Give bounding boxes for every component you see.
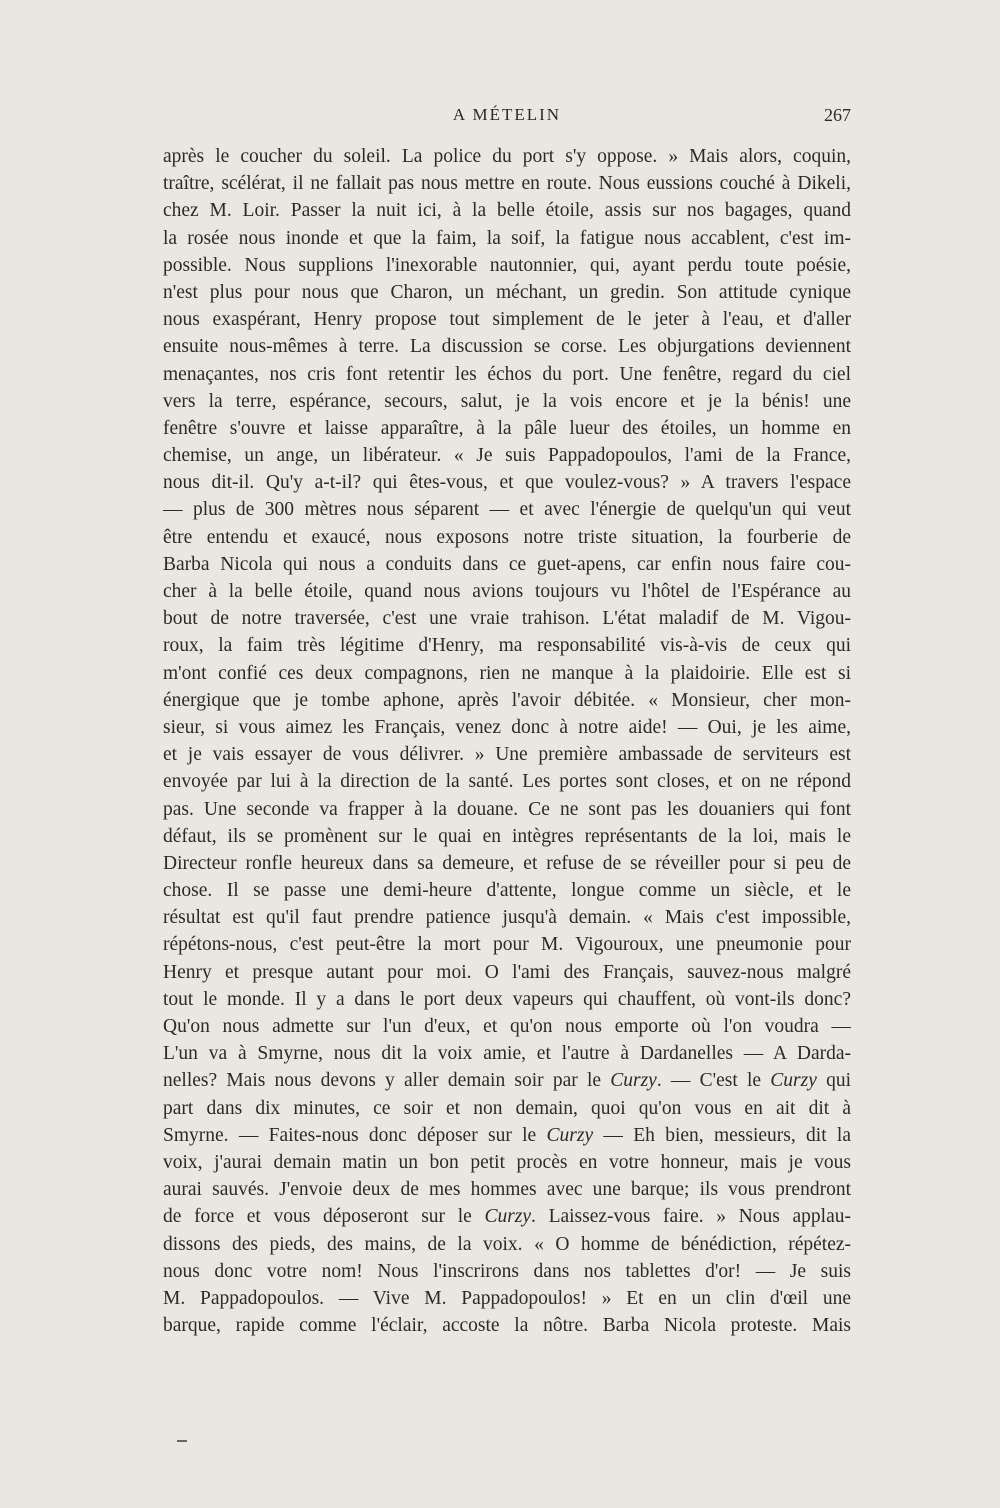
ship-name: Curzy [484, 1206, 532, 1228]
text-line: nous dit-il. Qu'y a-t-il? qui êtes-vous, et que voulez-vous? » A travers l'espace [163, 472, 851, 494]
text-line: aurai sauvés. J'envoie deux de mes hommes avec une barque; ils vous prendront [163, 1179, 851, 1201]
text-line: cher à la belle étoile, quand nous avions toujours vu l'hôtel de l'Espérance au [163, 581, 851, 602]
text-line: chez M. Loir. Passer la nuit ici, à la belle étoile, assis sur nos bagages, quand [163, 200, 851, 222]
text-line: m'ont confié ces deux compagnons, rien ne manque à la plaidoirie. Elle est si [163, 662, 851, 684]
text-line: Qu'on nous admette sur l'un d'eux, et qu'on nous emporte où l'on voudra — [163, 1016, 851, 1037]
text-line: chose. Il se passe une demi-heure d'attente, longue comme un siècle, et le [163, 880, 851, 902]
text-line: de force et vous déposeront sur le Curzy. Laissez-vous faire. » Nous applau- [163, 1206, 851, 1228]
text-line: pas. Une seconde va frapper à la douane. Ce ne sont pas les douaniers qui font [163, 798, 851, 820]
text-line: traître, scélérat, il ne fallait pas nous mettre en route. Nous eussions couché à Dikeli, [163, 173, 851, 195]
text-line: être entendu et exaucé, nous exposons notre triste situation, la fourberie de [163, 526, 851, 548]
page-header [163, 105, 851, 135]
text-line: chemise, un ange, un libérateur. « Je suis Pappadopoulos, l'ami de la France, [163, 445, 851, 467]
text-line: fenêtre s'ouvre et laisse apparaître, à la pâle lueur des étoiles, un homme en [163, 417, 851, 439]
text-line: L'un va à Smyrne, nous dit la voix amie, et l'autre à Dardanelles — A Darda- [163, 1043, 851, 1065]
text-line: énergique que je tombe aphone, après l'avoir débitée. « Monsieur, cher mon- [163, 689, 851, 711]
text-line: M. Pappadopoulos. — Vive M. Pappadopoulos! » Et en un clin d'œil une [163, 1287, 851, 1309]
page-number: 267 [824, 105, 851, 125]
text-line: bout de notre traversée, c'est une vraie trahison. L'état maladif de M. Vigou- [163, 608, 851, 630]
text-line: part dans dix minutes, ce soir et non demain, quoi qu'on vous en ait dit à [163, 1097, 851, 1119]
text-line: Henry et presque autant pour moi. O l'ami des Français, sauvez-nous malgré [163, 961, 851, 983]
text-line: répétons-nous, c'est peut-être la mort pour M. Vigouroux, une pneumonie pour [163, 934, 851, 956]
text-line: envoyée par lui à la direction de la santé. Les portes sont closes, et on ne répond [163, 771, 851, 793]
text-line: nous exaspérant, Henry propose tout simplement de le jeter à l'eau, et d'aller [163, 309, 851, 331]
text-line: voix, j'aurai demain matin un bon petit procès en votre honneur, mais je vous [163, 1151, 851, 1173]
body-text [163, 143, 851, 1339]
print-mark [177, 1440, 187, 1442]
ship-name: Curzy [770, 1070, 817, 1092]
ship-name: Curzy [546, 1124, 594, 1146]
text-line: Barba Nicola qui nous a conduits dans ce guet-apens, car enfin nous faire cou- [163, 553, 851, 575]
text-line: n'est plus pour nous que Charon, un méchant, un gredin. Son attitude cynique [163, 281, 851, 303]
text-line: résultat est qu'il faut prendre patience jusqu'à demain. « Mais c'est impossible, [163, 907, 851, 929]
text-line: possible. Nous supplions l'inexorable nautonnier, qui, ayant perdu toute poésie, [163, 254, 851, 276]
text-line: sieur, si vous aimez les Français, venez donc à notre aide! — Oui, je les aime, [163, 716, 851, 738]
text-line: Directeur ronfle heureux dans sa demeure, et refuse de se réveiller pour si peu de [163, 852, 851, 874]
running-title: A MÉTELIN [452, 105, 562, 124]
text-line: — plus de 300 mètres nous séparent — et avec l'énergie de quelqu'un qui veut [163, 499, 851, 521]
text-line: nous donc votre nom! Nous l'inscrirons dans nos tablettes d'or! — Je suis [163, 1260, 851, 1282]
text-line: et je vais essayer de vous délivrer. » Une première ambassade de serviteurs est [163, 744, 851, 766]
text-line: dissons des pieds, des mains, de la voix. « O homme de bénédiction, répétez- [163, 1233, 851, 1255]
ship-name: Curzy [610, 1070, 657, 1092]
text-line: vers la terre, espérance, secours, salut, je la vois encore et je la bénis! une [163, 390, 851, 412]
text-line: nelles? Mais nous devons y aller demain soir par le Curzy. — C'est le Curzy qui [163, 1070, 851, 1092]
text-line: après le coucher du soleil. La police du port s'y oppose. » Mais alors, coquin, [163, 146, 851, 167]
text-line: menaçantes, nos cris font retentir les échos du port. Une fenêtre, regard du ciel [163, 363, 851, 385]
text-line: Smyrne. — Faites-nous donc déposer sur le Curzy — Eh bien, messieurs, dit la [163, 1124, 851, 1146]
text-line: barque, rapide comme l'éclair, accoste la nôtre. Barba Nicola proteste. Mais [163, 1315, 851, 1337]
text-line: ensuite nous-mêmes à terre. La discussion se corse. Les objurgations deviennent [163, 336, 851, 358]
text-line: tout le monde. Il y a dans le port deux vapeurs qui chauffent, où vont-ils donc? [163, 988, 851, 1010]
text-line: roux, la faim très légitime d'Henry, ma responsabilité vis-à-vis de ceux qui [163, 635, 851, 657]
text-line: défaut, ils se promènent sur le quai en intègres représentants de la loi, mais le [163, 825, 851, 847]
text-line: la rosée nous inonde et que la faim, la soif, la fatigue nous accablent, c'est im- [163, 227, 851, 249]
